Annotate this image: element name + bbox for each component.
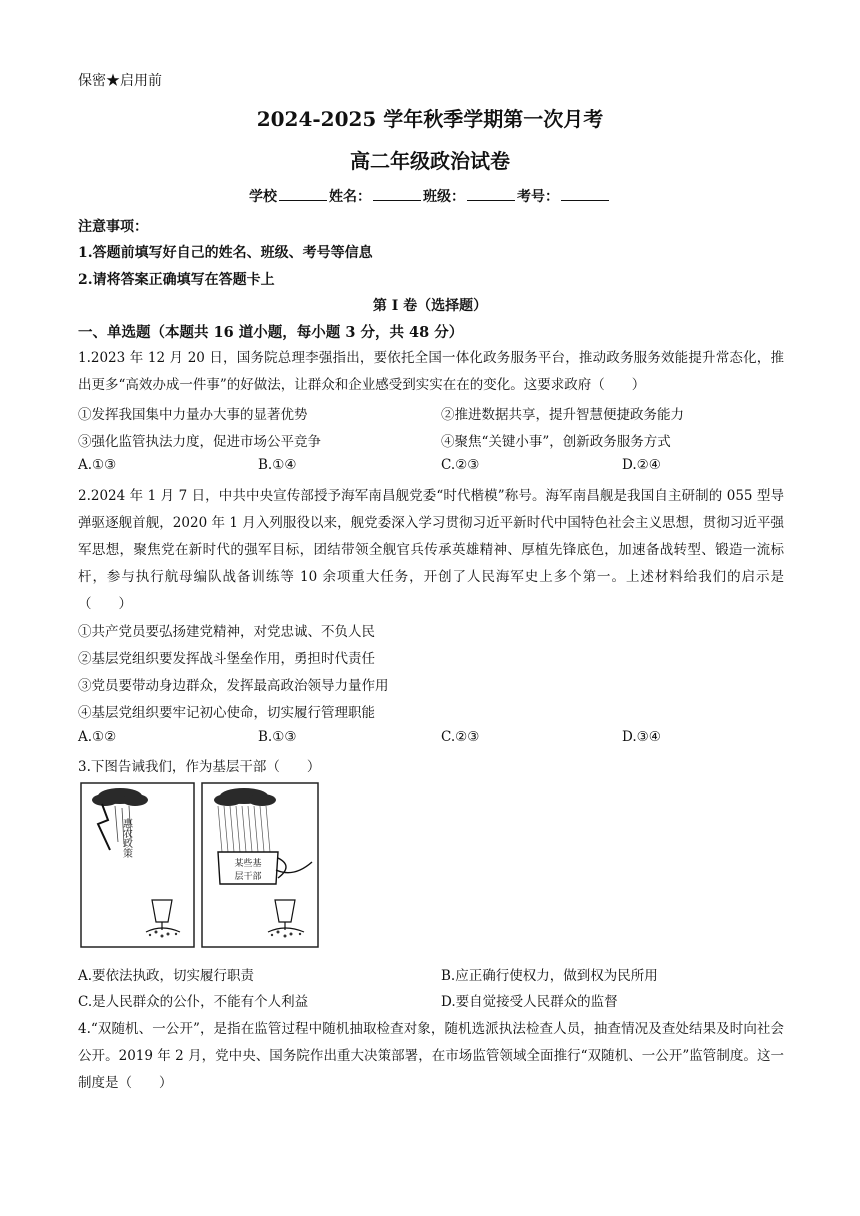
class-blank xyxy=(467,188,515,201)
q1-statement-3: ③强化监管执法力度，促进市场公平竞争 xyxy=(78,434,321,450)
q2-option-c[interactable]: C.②③ xyxy=(441,729,480,745)
q2-statement-2: ②基层党组织要发挥战斗堡垒作用，勇担时代责任 xyxy=(78,651,375,667)
q3-stem: 3.下图告诫我们，作为基层干部（ ） xyxy=(78,759,321,775)
q1-stem: 1.2023 年 12 月 20 日，国务院总理李强指出，要依托全国一体化政务服务平台，推动政务服务效能提升常态化，推出更多“高效办成一件事”的好做法，让群众和企业感受到实实在在的变化。这要求政府（ ） xyxy=(78,350,784,393)
notice-heading: 注意事项： xyxy=(78,219,148,235)
q2-stem: 2.2024 年 1 月 7 日，中共中央宣传部授予海军南昌舰党委“时代楷模”称号。海军南昌舰是我国自主研制的 055 型导弹驱逐舰首舰，2020 年 1 月入列服役以来，舰党委深入学习贯彻习近平新时代中国特色社会主义思想，贯彻习近平强军思想，聚焦党在新时代的强军目标，团结带领全舰官兵传承英雄精神、厚植先锋底色，加速备战转型、锻造一流标杆，参与执行航母编队战备训练等 10 余项重大任务，开创了人民海军史上多个第一。上述材料给我们的启示是（ ） xyxy=(78,488,784,612)
school-label: 学校 xyxy=(249,189,277,205)
exam-title: 2024-2025 学年秋季学期第一次月考 xyxy=(256,107,604,131)
q2-statement-3: ③党员要带动身边群众，发挥最高政治领导力量作用 xyxy=(78,678,389,694)
q1-option-c[interactable]: C.②③ xyxy=(441,457,480,473)
q3-option-b[interactable]: B.应正确行使权力，做到权为民所用 xyxy=(441,968,658,984)
confidential-label: 保密★启用前 xyxy=(78,73,162,89)
q2-option-d[interactable]: D.③④ xyxy=(622,729,661,745)
q3-option-c[interactable]: C.是人民群众的公仆，不能有个人利益 xyxy=(78,994,309,1010)
q1-option-a[interactable]: A.①③ xyxy=(78,457,117,473)
class-label: 班级： xyxy=(423,189,465,205)
cartoon-label-right-1: 某些基 xyxy=(234,859,262,869)
notice-item-2: 2.请将答案正确填写在答题卡上 xyxy=(78,272,275,288)
q2-option-b[interactable]: B.①③ xyxy=(258,729,297,745)
policy-cartoon xyxy=(80,782,320,948)
name-label: 姓名： xyxy=(329,189,371,205)
q3-option-d[interactable]: D.要自觉接受人民群众的监督 xyxy=(441,994,618,1010)
number-blank xyxy=(561,188,609,201)
q1-statement-1: ①发挥我国集中力量办大事的显著优势 xyxy=(78,407,308,423)
q2-option-a[interactable]: A.①② xyxy=(78,729,117,745)
school-blank xyxy=(279,188,327,201)
q3-option-a[interactable]: A.要依法执政，切实履行职责 xyxy=(78,968,255,984)
q4-stem: 4.“双随机、一公开”，是指在监管过程中随机抽取检查对象，随机选派执法检查人员，抽查情况及查处结果及时向社会公开。2019 年 2 月，党中央、国务院作出重大决策部署，在市场监管领域全面推行“双随机、一公开”监管制度。这一制度是（ ） xyxy=(78,1021,784,1091)
notice-item-1: 1.答题前填写好自己的姓名、班级、考号等信息 xyxy=(78,245,373,261)
q2-statement-4: ④基层党组织要牢记初心使命，切实履行管理职能 xyxy=(78,705,375,721)
section-title: 第 I 卷（选择题） xyxy=(372,298,488,314)
student-info-line xyxy=(0,186,860,206)
name-blank xyxy=(373,188,421,201)
q1-statement-4: ④聚焦“关键小事”，创新政务服务方式 xyxy=(441,434,671,450)
cartoon-label-right-2: 层干部 xyxy=(234,872,262,882)
number-label: 考号： xyxy=(517,189,559,205)
cartoon-label-left: 惠农政策 xyxy=(120,818,132,858)
part-heading: 一、单选题（本题共 16 道小题，每小题 3 分，共 48 分） xyxy=(78,324,464,341)
exam-subtitle: 高二年级政治试卷 xyxy=(350,149,510,173)
q1-option-d[interactable]: D.②④ xyxy=(622,457,661,473)
q1-option-b[interactable]: B.①④ xyxy=(258,457,297,473)
q1-statement-2: ②推进数据共享，提升智慧便捷政务能力 xyxy=(441,407,684,423)
q2-statement-1: ①共产党员要弘扬建党精神，对党忠诚、不负人民 xyxy=(78,624,375,640)
